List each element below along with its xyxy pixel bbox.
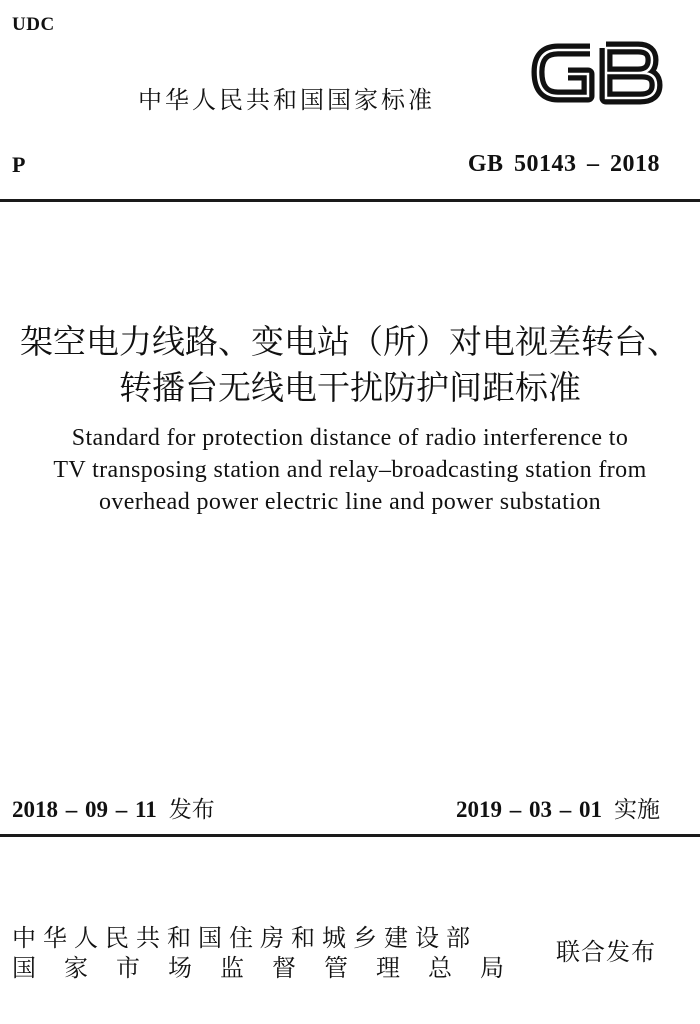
national-standard-heading: 中华人民共和国国家标准 [138, 86, 435, 114]
effective-date: 2019 – 03 – 01 [456, 797, 602, 822]
title-cn-line-2: 转播台无线电干扰防护间距标准 [119, 368, 581, 407]
bottom-divider [0, 834, 700, 837]
title-cn-line-1: 架空电力线路、变电站（所）对电视差转台、 [20, 322, 680, 361]
title-en-line-3: overhead power electric line and power substation [98, 489, 602, 515]
top-divider [0, 199, 700, 202]
udc-label: UDC [12, 14, 55, 35]
issue-date-block [12, 791, 215, 824]
issuer-ministry: 中华人民共和国住房和城乡建设部 [12, 924, 477, 952]
effective-date-block [456, 791, 660, 824]
issue-date: 2018 – 09 – 11 [12, 797, 157, 822]
title-en-line-1: Standard for protection distance of radio interference to [71, 425, 629, 451]
gb-logo [530, 38, 664, 108]
title-en-line-2: TV transposing station and relay–broadcasting station from [53, 457, 647, 483]
issuer-administration: 国家市场监督管理总局 [12, 954, 532, 982]
issue-label: 发布 [168, 797, 215, 823]
joint-issue-label: 联合发布 [556, 938, 656, 966]
effective-label: 实施 [614, 797, 660, 823]
standard-number: GB 50143 – 2018 [467, 151, 660, 177]
classification-code: P [12, 152, 26, 177]
